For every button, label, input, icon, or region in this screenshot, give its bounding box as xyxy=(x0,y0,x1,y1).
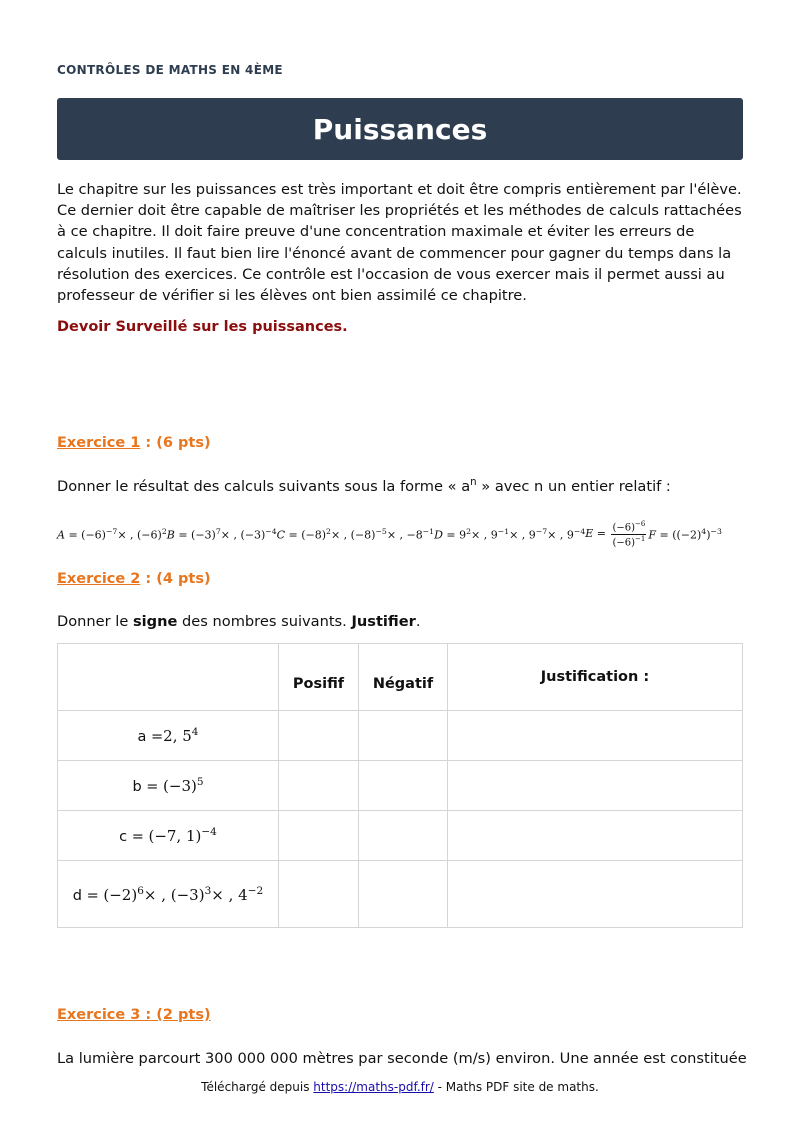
page-footer xyxy=(0,1080,800,1094)
cell-negatif[interactable] xyxy=(359,861,448,928)
exercise-1-instruction xyxy=(57,477,671,495)
instruction-text-end: . xyxy=(415,613,421,630)
cell-positif[interactable] xyxy=(279,861,359,928)
cell-negatif[interactable] xyxy=(359,761,448,811)
table-row xyxy=(58,711,743,761)
exercise-3-label: Exercice 3 : (2 pts) xyxy=(57,1007,211,1023)
table-row xyxy=(58,811,743,861)
footer-text: Téléchargé depuis xyxy=(201,1080,314,1094)
header-positif: Posifif xyxy=(279,644,359,711)
cell-justification[interactable] xyxy=(448,711,743,761)
exercise-1-title xyxy=(57,435,211,451)
row-label-a: a =2, $5^4$ xyxy=(58,711,279,761)
footer-text-end: - Maths PDF site de maths. xyxy=(433,1080,599,1094)
expr-d: $D = 9^2\times$ , $9^{-1}\times$ , $9^{-7}\times$ , $9^{-4}$ xyxy=(434,526,586,542)
exercise-1-expressions xyxy=(57,514,747,554)
table-row xyxy=(58,861,743,928)
expr-a: $A = (-6)^{-7}\times$ , $(-6)^2$ xyxy=(57,526,167,542)
cell-positif[interactable] xyxy=(279,761,359,811)
cell-justification[interactable] xyxy=(448,761,743,811)
exercise-1-label: Exercice 1 xyxy=(57,435,141,451)
cell-justification[interactable] xyxy=(448,811,743,861)
title-banner xyxy=(57,98,743,160)
instruction-text: Donner le résultat des calculs suivants sous la forme « a xyxy=(57,477,471,495)
exercise-2-instruction xyxy=(57,613,420,630)
row-label-d: $d = (-2)^6\times$ , $(-3)^3\times$ , $4^{-2}$ xyxy=(58,861,279,928)
instruction-text: Donner le xyxy=(57,613,133,630)
cell-positif[interactable] xyxy=(279,811,359,861)
exercise-2-label: Exercice 2 xyxy=(57,571,141,587)
instruction-bold-justifier: Justifier xyxy=(351,613,416,630)
row-label-text: a = xyxy=(137,729,164,745)
header-justification: Justification : xyxy=(448,644,743,711)
series-kicker: CONTRÔLES DE MATHS EN 4ÈME xyxy=(57,63,283,77)
footer-link[interactable]: https://maths-pdf.fr/ xyxy=(313,1080,434,1094)
expr-f: $F = ((-2)^4)^{-3}$ xyxy=(648,526,722,542)
page-title: Puissances xyxy=(312,112,488,146)
row-label-text: b = xyxy=(132,779,164,795)
sign-table xyxy=(57,643,743,928)
row-label-text: d = xyxy=(72,887,104,904)
expr-c: $C = (-8)^2\times$ , $(-8)^{-5}\times$ , $-8^{-1}$ xyxy=(276,526,435,542)
row-label-text: c = xyxy=(119,829,149,845)
header-negatif: Négatif xyxy=(359,644,448,711)
table-header-row xyxy=(58,644,743,711)
table-row xyxy=(58,761,743,811)
exercise-2-points: : (4 pts) xyxy=(140,571,211,587)
exercise-3-title xyxy=(57,1007,211,1023)
exercise-3-text: La lumière parcourt 300 000 000 mètres par seconde (m/s) environ. Une année est constituée xyxy=(57,1050,747,1067)
devoir-heading: Devoir Surveillé sur les puissances. xyxy=(57,319,348,335)
cell-negatif[interactable] xyxy=(359,711,448,761)
instruction-text-mid: des nombres suivants. xyxy=(177,613,352,630)
cell-justification[interactable] xyxy=(448,861,743,928)
instruction-text-end: » avec n un entier relatif : xyxy=(476,477,671,495)
expr-b: $B = (-3)^7\times$ , $(-3)^{-4}$ xyxy=(166,526,277,542)
cell-negatif[interactable] xyxy=(359,811,448,861)
exercise-2-title xyxy=(57,571,211,587)
cell-positif[interactable] xyxy=(279,711,359,761)
instruction-bold-signe: signe xyxy=(132,613,178,630)
row-label-c: c = (−7, 1)$^{-4}$ xyxy=(58,811,279,861)
intro-paragraph: Le chapitre sur les puissances est très important et doit être compris entièrement par l'élève. Ce dernier doit être capable de maîtriser les propriétés et les méthodes de calculs rattachées à ce chapitre. Il doit faire preuve d'une concentration maximale et éviter les erreurs de calculs inutiles. Il faut bien lire l'énoncé avant de commencer pour gagner du temps dans la résolution des exercices. Ce contrôle est l'occasion de vous exercer mais il permet aussi au professeur de vérifier si les élèves ont bien assimilé ce chapitre. xyxy=(57,181,742,305)
row-label-b: $b = (-3)^5$ xyxy=(58,761,279,811)
expr-e: E = $\frac{(-6)^{-6}}{(-6)^{-1}}$ xyxy=(585,520,646,548)
header-empty xyxy=(58,644,279,711)
instruction-exponent: n xyxy=(470,477,477,488)
exercise-1-points: : (6 pts) xyxy=(140,435,211,451)
